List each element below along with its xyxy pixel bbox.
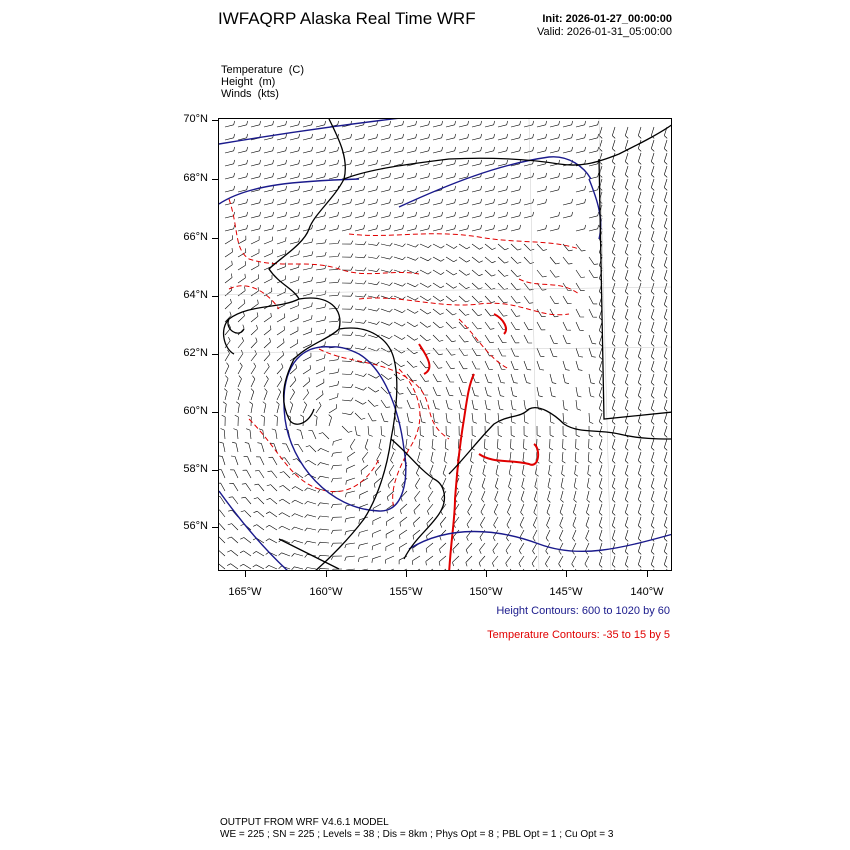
height-contour-label: Height Contours: 600 to 1020 by 60 — [496, 605, 670, 617]
lon-label-145: 145°W — [549, 586, 583, 598]
lat-label-58: 58°N — [183, 463, 208, 475]
legend-height-unit: (m) — [258, 76, 276, 88]
height-contours — [219, 119, 672, 571]
legend-height-name: Height — [221, 76, 253, 88]
legend-temperature-name: Temperature — [221, 64, 283, 76]
valid-time: Valid: 2026-01-31_05:00:00 — [537, 26, 672, 38]
footer-config: WE = 225 ; SN = 225 ; Levels = 38 ; Dis = 8km ; Phys Opt = 8 ; PBL Opt = 1 ; Cu Opt = 3 — [220, 829, 614, 840]
init-time: Init: 2026-01-27_00:00:00 — [542, 13, 672, 25]
lat-label-64: 64°N — [183, 289, 208, 301]
lon-tick — [326, 571, 327, 577]
map-title: IWFAQRP Alaska Real Time WRF — [218, 9, 476, 28]
legend-winds-unit: (kts) — [257, 88, 279, 100]
legend-temperature — [221, 64, 304, 76]
lon-label-165: 165°W — [228, 586, 262, 598]
footer-model: OUTPUT FROM WRF V4.6.1 MODEL — [220, 817, 389, 828]
map-plot-area — [218, 118, 672, 571]
lat-label-62: 62°N — [183, 347, 208, 359]
lat-label-60: 60°N — [183, 405, 208, 417]
lon-tick — [245, 571, 246, 577]
legend-winds — [221, 88, 304, 100]
model-footer — [220, 817, 613, 841]
lon-tick — [647, 571, 648, 577]
lon-label-155: 155°W — [389, 586, 423, 598]
lon-tick — [566, 571, 567, 577]
lat-label-68: 68°N — [183, 172, 208, 184]
lat-label-56: 56°N — [183, 520, 208, 532]
lon-label-140: 140°W — [630, 586, 664, 598]
lon-tick — [406, 571, 407, 577]
legend-temperature-unit: (C) — [288, 64, 305, 76]
lon-label-150: 150°W — [469, 586, 503, 598]
coastlines — [224, 119, 672, 571]
temperature-contour-label: Temperature Contours: -35 to 15 by 5 — [487, 629, 670, 641]
legend-winds-name: Winds — [221, 88, 252, 100]
lat-label-66: 66°N — [183, 231, 208, 243]
map-svg — [219, 119, 672, 571]
lon-tick — [486, 571, 487, 577]
lon-label-160: 160°W — [309, 586, 343, 598]
lat-label-70: 70°N — [183, 113, 208, 125]
run-times — [537, 13, 672, 39]
field-legend — [221, 64, 304, 100]
legend-height — [221, 76, 304, 88]
